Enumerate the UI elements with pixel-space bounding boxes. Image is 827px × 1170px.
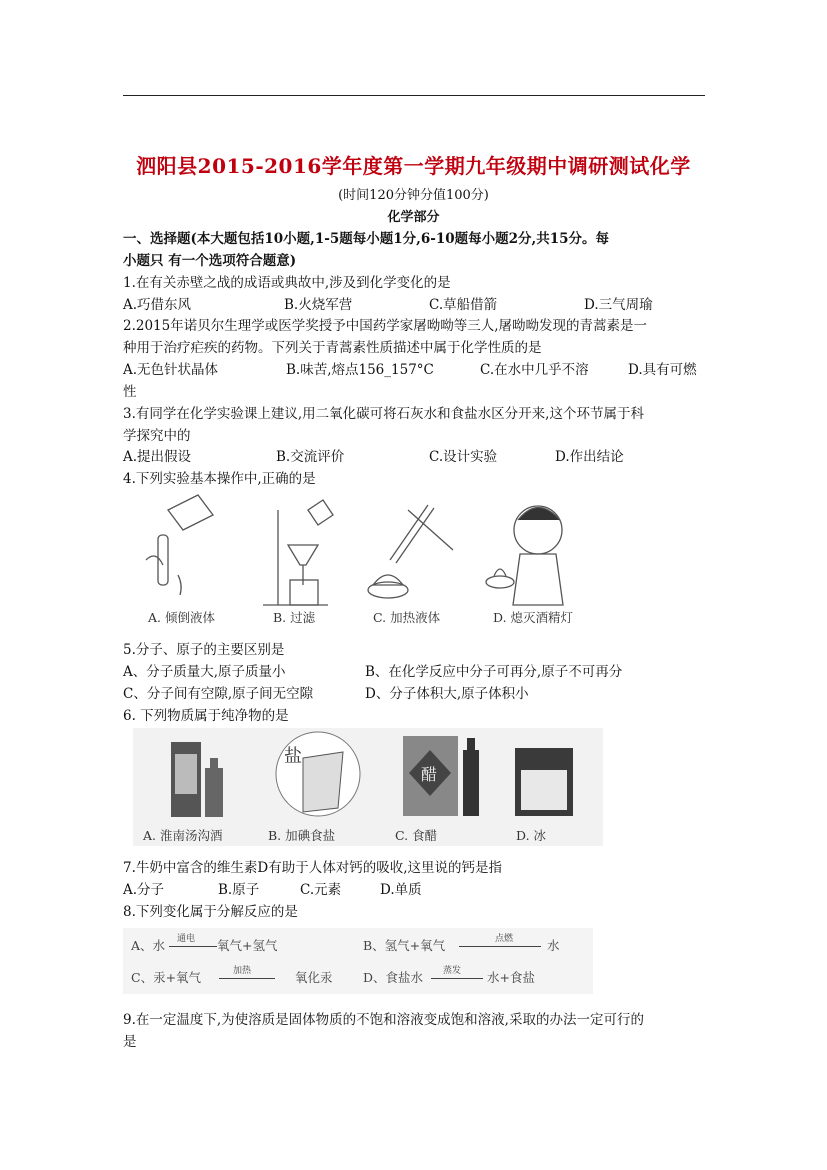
vinegar-label: 醋 bbox=[421, 765, 438, 784]
q5-option-a: A、分子质量大,原子质量小 bbox=[123, 664, 286, 680]
q4-caption-a: A. 倾倒液体 bbox=[148, 610, 215, 625]
q2-option-d: D.具有可燃 bbox=[628, 362, 697, 378]
q3-option-d: D.作出结论 bbox=[555, 449, 624, 465]
q6-substances-figure bbox=[133, 728, 603, 846]
question-9-stem-line2: 是 bbox=[123, 1034, 137, 1050]
q4-lab-figure bbox=[128, 490, 598, 630]
question-9-stem-line1: 9.在一定温度下,为使溶质是固体物质的不饱和溶液变成饱和溶液,采取的办法一定可行的 bbox=[123, 1012, 644, 1028]
q7-option-b: B.原子 bbox=[218, 882, 260, 898]
reaction-a-arrow bbox=[169, 946, 217, 947]
q1-option-b: B.火烧军营 bbox=[284, 297, 353, 313]
q3-option-a: A.提出假设 bbox=[123, 449, 192, 465]
question-8-stem: 8.下列变化属于分解反应的是 bbox=[123, 904, 298, 920]
heated-tube-icon bbox=[390, 505, 428, 560]
liquor-bottle-icon bbox=[205, 768, 223, 817]
time-note: (时间120分钟分值100分) bbox=[338, 188, 489, 203]
q3-option-b: B.交流评价 bbox=[276, 449, 345, 465]
salt-label: 盐 bbox=[284, 746, 302, 767]
lamp-icon bbox=[486, 576, 514, 588]
section-heading-line2: 小题只 有一个选项符合题意) bbox=[123, 253, 297, 269]
question-7-stem: 7.牛奶中富含的维生素D有助于人体对钙的吸收,这里说的钙是指 bbox=[123, 860, 502, 876]
reaction-a-condition: 通电 bbox=[177, 934, 196, 944]
section-heading-line1: 一、选择题(本大题包括10小题,1-5题每小题1分,6-10题每小题2分,共15分。每 bbox=[123, 231, 610, 247]
bottle-icon bbox=[168, 495, 213, 530]
reaction-c-condition: 加热 bbox=[233, 966, 252, 976]
q6-caption-b: B. 加碘食盐 bbox=[268, 828, 336, 843]
q2-option-d-wrap: 性 bbox=[123, 384, 137, 400]
reaction-b-arrow bbox=[459, 946, 541, 947]
q7-option-d: D.单质 bbox=[380, 882, 422, 898]
reaction-a-reactant: A、水 bbox=[131, 938, 166, 953]
q4-caption-b: B. 过滤 bbox=[273, 610, 316, 625]
q7-option-a: A.分子 bbox=[123, 882, 165, 898]
q1-option-a: A.巧借东风 bbox=[123, 297, 192, 313]
q4-caption-d: D. 熄灭酒精灯 bbox=[493, 610, 574, 625]
q6-caption-a: A. 淮南汤沟酒 bbox=[143, 828, 223, 843]
q4-caption-c: C. 加热液体 bbox=[373, 610, 441, 625]
question-3-stem-line2: 学探究中的 bbox=[123, 428, 191, 444]
question-3-stem-line1: 3.有同学在化学实验课上建议,用二氧化碳可将石灰水和食盐水区分开来,这个环节属于科 bbox=[123, 406, 644, 422]
q3-option-c: C.设计实验 bbox=[429, 449, 498, 465]
q1-option-d: D.三气周瑜 bbox=[584, 297, 653, 313]
reaction-d-product: 水+食盐 bbox=[487, 970, 535, 985]
reaction-c-product: 氧化汞 bbox=[295, 970, 333, 985]
reaction-c-arrow bbox=[219, 978, 275, 979]
q6-caption-d: D. 冰 bbox=[516, 828, 547, 843]
q5-option-b: B、在化学反应中分子可再分,原子不可再分 bbox=[365, 664, 623, 680]
question-2-stem-line1: 2.2015年诺贝尔生理学或医学奖授予中国药学家屠呦呦等三人,屠呦呦发现的青蒿素是一 bbox=[123, 318, 648, 334]
question-1-stem: 1.在有关赤壁之战的成语或典故中,涉及到化学变化的是 bbox=[123, 275, 451, 291]
q2-option-b: B.味苦,熔点156_157°C bbox=[286, 362, 434, 378]
q1-option-c: C.草船借箭 bbox=[429, 297, 498, 313]
reaction-b-product: 水 bbox=[547, 938, 560, 953]
reaction-d-arrow bbox=[431, 978, 483, 979]
q8-reactions-figure bbox=[123, 928, 593, 994]
reaction-a-product: 氧气+氢气 bbox=[217, 938, 278, 953]
question-6-stem: 6. 下列物质属于纯净物的是 bbox=[123, 708, 289, 724]
q5-option-d: D、分子体积大,原子体积小 bbox=[365, 686, 529, 702]
part-heading: 化学部分 bbox=[387, 210, 440, 225]
reaction-c-reactant: C、汞+氧气 bbox=[131, 970, 202, 985]
q2-option-a: A.无色针状晶体 bbox=[123, 362, 219, 378]
question-5-stem: 5.分子、原子的主要区别是 bbox=[123, 642, 285, 658]
reaction-d-reactant: D、食盐水 bbox=[363, 970, 424, 985]
reaction-b-condition: 点燃 bbox=[495, 934, 514, 944]
page-title: 泗阳县2015-2016学年度第一学期九年级期中调研测试化学 bbox=[136, 154, 691, 178]
vinegar-bottle-icon bbox=[463, 750, 479, 816]
q6-caption-c: C. 食醋 bbox=[395, 828, 438, 843]
question-4-stem: 4.下列实验基本操作中,正确的是 bbox=[123, 471, 316, 487]
reaction-b-reactant: B、氢气+氧气 bbox=[363, 938, 446, 953]
q5-option-c: C、分子间有空隙,原子间无空隙 bbox=[123, 686, 314, 702]
header-rule bbox=[123, 95, 705, 96]
reaction-d-condition: 蒸发 bbox=[443, 966, 462, 976]
question-2-stem-line2: 种用于治疗疟疾的药物。下列关于青蒿素性质描述中属于化学性质的是 bbox=[123, 340, 542, 356]
funnel-icon bbox=[288, 545, 318, 565]
q2-option-c: C.在水中几乎不溶 bbox=[480, 362, 589, 378]
q7-option-c: C.元素 bbox=[300, 882, 342, 898]
